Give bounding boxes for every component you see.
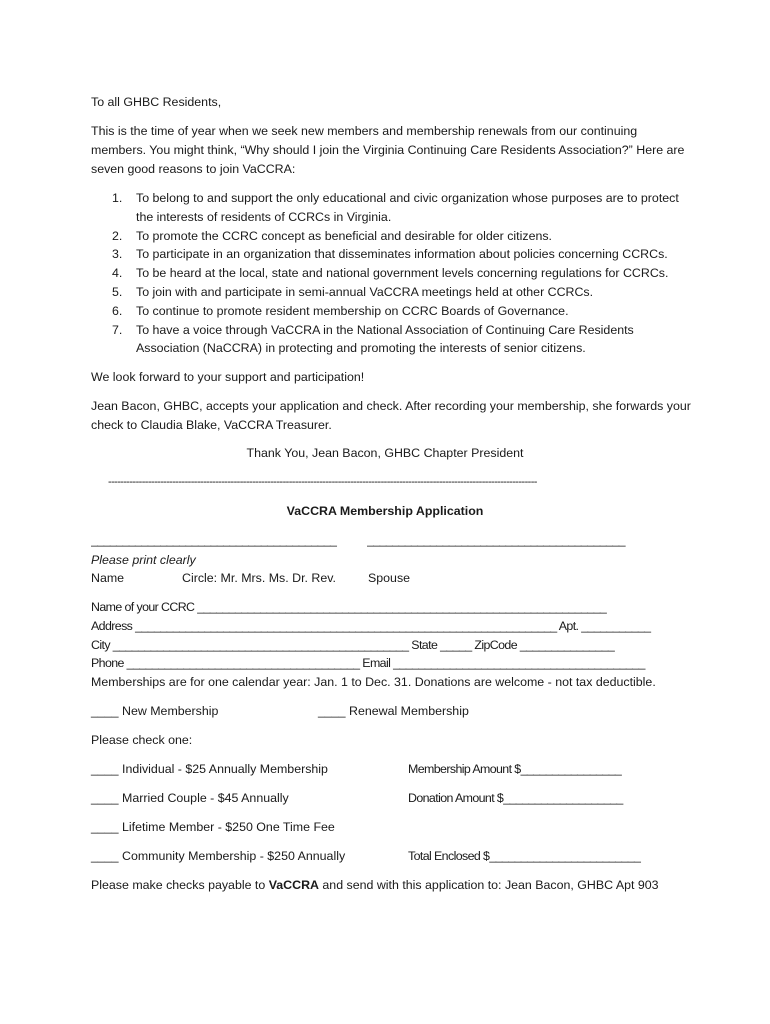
reason-number: 6. (112, 303, 123, 318)
reason-number: 1. (112, 191, 123, 205)
closing-text: We look forward to your support and participation! (91, 370, 365, 384)
reason-number: 4. (112, 266, 123, 281)
reason-item (91, 321, 691, 359)
reason-item (91, 245, 691, 264)
new-membership-option[interactable]: ____ New Membership (91, 704, 219, 718)
form-title: VaCCRA Membership Application (286, 504, 484, 518)
reason-text: To belong to and support the only educational and civic organization whose purposes are to protect the interests of residents of CCRCs in Virginia. (136, 191, 679, 224)
payable-org: VaCCRA (268, 878, 319, 892)
intro-paragraph (91, 122, 691, 179)
payment-instructions (91, 876, 659, 894)
spouse-label: Spouse (368, 571, 411, 585)
individual-membership-option[interactable]: ____ Individual - $25 Annually Membership (91, 762, 328, 776)
reason-number: 5. (112, 284, 123, 299)
reason-text: To be heard at the local, state and national government levels concerning regulations for CCRCs. (136, 266, 669, 281)
reason-number: 2. (112, 228, 123, 243)
salutation: To all GHBC Residents, (91, 95, 222, 109)
reason-item (91, 283, 691, 302)
married-couple-option[interactable]: ____ Married Couple - $45 Annually (91, 791, 289, 805)
reason-item (91, 227, 691, 246)
community-membership-option[interactable]: ____ Community Membership - $250 Annually (91, 849, 346, 863)
check-one-label: Please check one: (91, 733, 193, 747)
separator-line: -------------------------------------------------------------------------------------------------------------------------------------------- (108, 476, 537, 488)
membership-amount-field[interactable]: Membership Amount $________________ (408, 762, 622, 776)
instructions-paragraph (91, 397, 691, 435)
ccrc-name-field[interactable]: Name of your CCRC _________________________________________________________________ (91, 600, 607, 614)
reason-number: 3. (112, 247, 123, 262)
title-circle-options[interactable]: Circle: Mr. Mrs. Ms. Dr. Rev. (182, 571, 336, 585)
reason-item (91, 264, 691, 283)
print-clearly-note: Please print clearly (91, 553, 196, 567)
city-state-zip-field[interactable]: City _______________________________________________ State _____ ZipCode _______________ (91, 638, 615, 652)
payable-suffix: and send with this application to: Jean Bacon, GHBC Apt 903 (318, 878, 659, 892)
instructions-text: Jean Bacon, GHBC, accepts your application and check. After recording your membership, she forwards your check to Claudia Blake, VaCCRA Treasurer. (91, 399, 691, 432)
intro-text: This is the time of year when we seek new members and membership renewals from our continuing members. You might think, “Why should I join the Virginia Continuing Care Residents Association?” Here are seven good reasons to join VaCCRA: (91, 124, 685, 176)
phone-email-field[interactable]: Phone _____________________________________ Email ________________________________________ (91, 656, 645, 670)
calendar-year-note: Memberships are for one calendar year: Jan. 1 to Dec. 31. Donations are welcome - not tax deductible. (91, 675, 656, 689)
reason-number: 7. (112, 322, 123, 337)
reason-item (91, 302, 691, 321)
reason-text: To promote the CCRC concept as beneficial and desirable for older citizens. (136, 228, 552, 243)
reason-text: To continue to promote resident membership on CCRC Boards of Governance. (136, 303, 569, 318)
reason-text: To join with and participate in semi-annual VaCCRA meetings held at other CCRCs. (136, 284, 594, 299)
reasons-list (91, 189, 691, 358)
total-enclosed-field[interactable]: Total Enclosed $________________________ (408, 849, 641, 863)
name-label: Name (91, 571, 125, 585)
signoff: Thank You, Jean Bacon, GHBC Chapter President (246, 446, 524, 460)
payable-prefix: Please make checks payable to (91, 878, 269, 892)
donation-amount-field[interactable]: Donation Amount $___________________ (408, 791, 623, 805)
reason-item (91, 189, 691, 227)
reason-text: To participate in an organization that disseminates information about policies concerning CCRCs. (136, 247, 668, 262)
name-input-line[interactable]: _______________________________________ (91, 533, 337, 547)
address-field[interactable]: Address ___________________________________________________________________ Apt. ___________ (91, 619, 651, 633)
reason-text: To have a voice through VaCCRA in the National Association of Continuing Care Residents Association (NaCCRA) in protecting and promoting the interests of senior citizens. (136, 322, 634, 356)
spouse-input-line[interactable]: _________________________________________ (367, 533, 625, 547)
lifetime-member-option[interactable]: ____ Lifetime Member - $250 One Time Fee (91, 820, 335, 834)
renewal-membership-option[interactable]: ____ Renewal Membership (318, 704, 469, 718)
